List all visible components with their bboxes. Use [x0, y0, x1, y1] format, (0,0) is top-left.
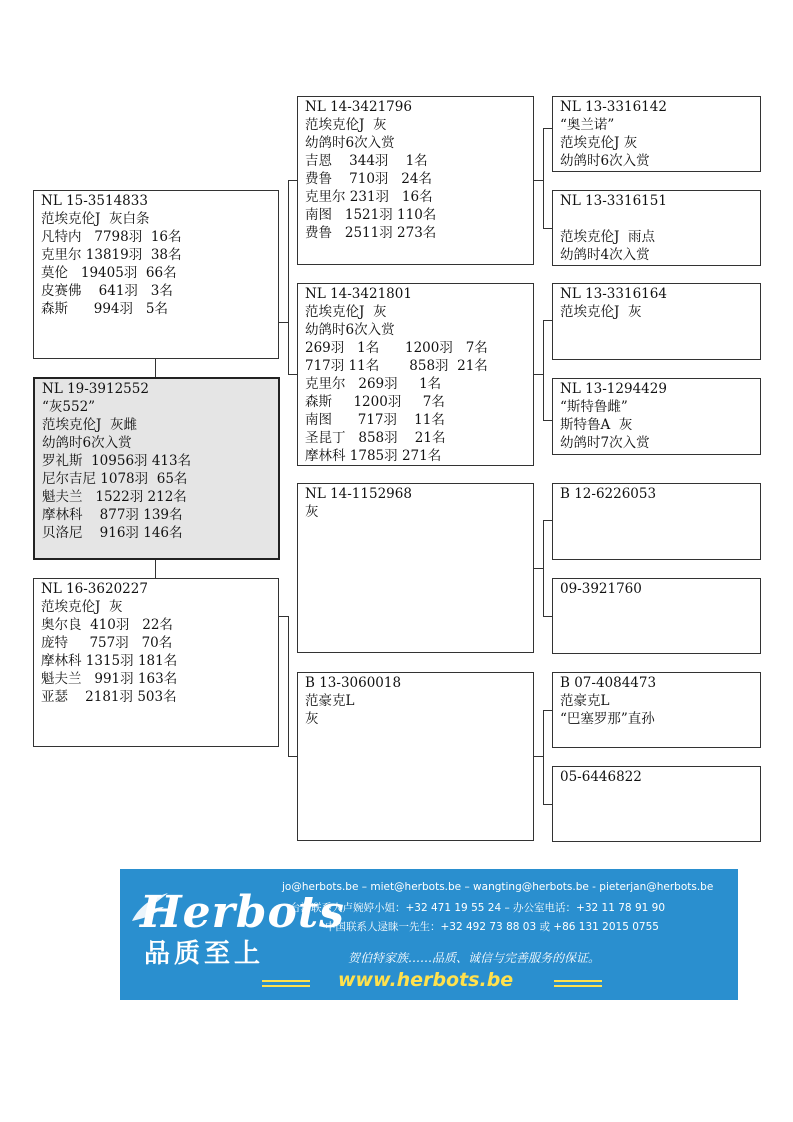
pedigree-line: 克里尔 231羽 16名	[305, 189, 433, 205]
contact-china: 中国联系人逯睐一先生：+32 492 73 88 03 或 +86 131 2015 0755	[325, 921, 659, 933]
pedigree-line: 亚瑟 2181羽 503名	[41, 689, 177, 705]
pedigree-line: 斯特鲁A 灰	[560, 417, 633, 433]
pedigree-line: 尼尔吉尼 1078羽 65名	[42, 471, 188, 487]
pedigree-line: “斯特鲁雌”	[560, 399, 628, 415]
pedigree-line: NL 15-3514833	[41, 193, 148, 209]
sire-box	[33, 190, 279, 359]
pedigree-line: 皮赛佛 641羽 3名	[41, 283, 173, 299]
pedigree-line: 森斯 994羽 5名	[41, 301, 168, 317]
pedigree-line: 范埃克伦J 灰	[41, 599, 123, 615]
pedigree-line: NL 13-1294429	[560, 381, 667, 397]
pedigree-line: 克里尔 269羽 1名	[305, 376, 442, 392]
pedigree-line: 吉恩 344羽 1名	[305, 153, 428, 169]
slogan: 品质至上	[144, 939, 265, 969]
pedigree-line: 灰	[305, 504, 319, 520]
contact-taiwan: 台湾联系人卢婉婷小姐：+32 471 19 55 24 – 办公室电话：+32 11 78 91 90	[290, 902, 666, 914]
g3-box-3	[552, 283, 761, 360]
subject-box	[33, 377, 280, 560]
pedigree-line: 范埃克伦J 灰	[305, 304, 387, 320]
pedigree-line: 范埃克伦J 灰雌	[42, 417, 137, 433]
pedigree-line: NL 19-3912552	[42, 381, 149, 397]
pedigree-line: 魁夫兰 991羽 163名	[41, 671, 178, 687]
g3-box-4	[552, 378, 761, 455]
website-link[interactable]: www.herbots.be	[338, 969, 514, 991]
pedigree-line: 摩林科 1315羽 181名	[41, 653, 178, 669]
pedigree-line: 范埃克伦J 灰	[560, 135, 638, 151]
g3-box-2	[552, 190, 761, 266]
pedigree-line: 幼鸽时4次入赏	[560, 247, 650, 263]
sire-dam-box	[297, 283, 534, 466]
dam-box	[33, 578, 279, 747]
sire-sire-box	[297, 96, 534, 265]
pedigree-line: 莫伦 19405羽 66名	[41, 265, 177, 281]
pedigree-line: 奥尔良 410羽 22名	[41, 617, 173, 633]
herbots-banner	[120, 869, 738, 1000]
pedigree-line: 范豪克L	[560, 693, 610, 709]
pedigree-line: 南图 717羽 11名	[305, 412, 445, 428]
pedigree-line: B 13-3060018	[305, 675, 402, 691]
pedigree-line: B 12-6226053	[560, 486, 657, 502]
pedigree-line: “灰552”	[42, 399, 96, 415]
pedigree-line: 摩林科 877羽 139名	[42, 507, 183, 523]
dam-dam-box	[297, 672, 534, 841]
pedigree-line: NL 13-3316151	[560, 193, 667, 209]
pedigree-line: 庞特 757羽 70名	[41, 635, 173, 651]
pedigree-line: NL 16-3620227	[41, 581, 148, 597]
decor-line	[554, 985, 602, 987]
pedigree-line: 贝洛尼 916羽 146名	[42, 525, 183, 541]
pedigree-line: B 07-4084473	[560, 675, 657, 691]
pedigree-line: 罗礼斯 10956羽 413名	[42, 453, 192, 469]
pedigree-line: 范埃克伦J 雨点	[560, 229, 655, 245]
pedigree-line: 05-6446822	[560, 769, 642, 785]
pedigree-line: “巴塞罗那”直孙	[560, 711, 655, 727]
pedigree-line: 圣昆丁 858羽 21名	[305, 430, 446, 446]
herbots-logo: Herbots	[140, 887, 345, 938]
pedigree-line: NL 13-3316164	[560, 286, 667, 302]
pedigree-line: 费鲁 710羽 24名	[305, 171, 432, 187]
pedigree-line: 范豪克L	[305, 693, 355, 709]
dam-sire-box	[297, 483, 534, 653]
pedigree-line: 凡特内 7798羽 16名	[41, 229, 182, 245]
pedigree-line: 幼鸽时6次入赏	[42, 435, 132, 451]
email-list: jo@herbots.be – miet@herbots.be – wangting@herbots.be - pieterjan@herbots.be	[282, 881, 714, 893]
pedigree-line: 灰	[305, 711, 319, 727]
pedigree-line: 范埃克伦J 灰白条	[41, 211, 150, 227]
decor-line	[262, 980, 310, 982]
g3-box-1	[552, 96, 761, 172]
decor-line	[554, 980, 602, 982]
pedigree-line: 幼鸽时6次入赏	[560, 153, 650, 169]
pedigree-line: 269羽 1名 1200羽 7名	[305, 340, 488, 356]
pedigree-line	[560, 210, 753, 228]
tagline: 贺伯特家族……品质、诚信与完善服务的保证。	[348, 951, 601, 965]
pedigree-line: NL 14-3421801	[305, 286, 412, 302]
pedigree-line: 森斯 1200羽 7名	[305, 394, 445, 410]
pedigree-line: 幼鸽时6次入赏	[305, 135, 395, 151]
pedigree-line: 范埃克伦J 灰	[305, 117, 387, 133]
pedigree-line: 南图 1521羽 110名	[305, 207, 437, 223]
g3-box-8	[552, 766, 761, 842]
pedigree-line: NL 14-3421796	[305, 99, 412, 115]
g3-box-5	[552, 483, 761, 560]
pedigree-line: 717羽 11名 858羽 21名	[305, 358, 488, 374]
pedigree-line: 范埃克伦J 灰	[560, 304, 642, 320]
pedigree-line: 09-3921760	[560, 581, 642, 597]
decor-line	[262, 985, 310, 987]
pedigree-line: 幼鸽时7次入赏	[560, 435, 650, 451]
pedigree-line: 克里尔 13819羽 38名	[41, 247, 182, 263]
pedigree-line: “奥兰诺”	[560, 117, 615, 133]
pedigree-line: NL 14-1152968	[305, 486, 412, 502]
pedigree-line: 魁夫兰 1522羽 212名	[42, 489, 187, 505]
pedigree-line: 幼鸽时6次入赏	[305, 322, 395, 338]
g3-box-6	[552, 578, 761, 654]
g3-box-7	[552, 672, 761, 748]
pedigree-line: NL 13-3316142	[560, 99, 667, 115]
pedigree-line: 费鲁 2511羽 273名	[305, 225, 437, 241]
pedigree-line: 摩林科 1785羽 271名	[305, 448, 442, 464]
